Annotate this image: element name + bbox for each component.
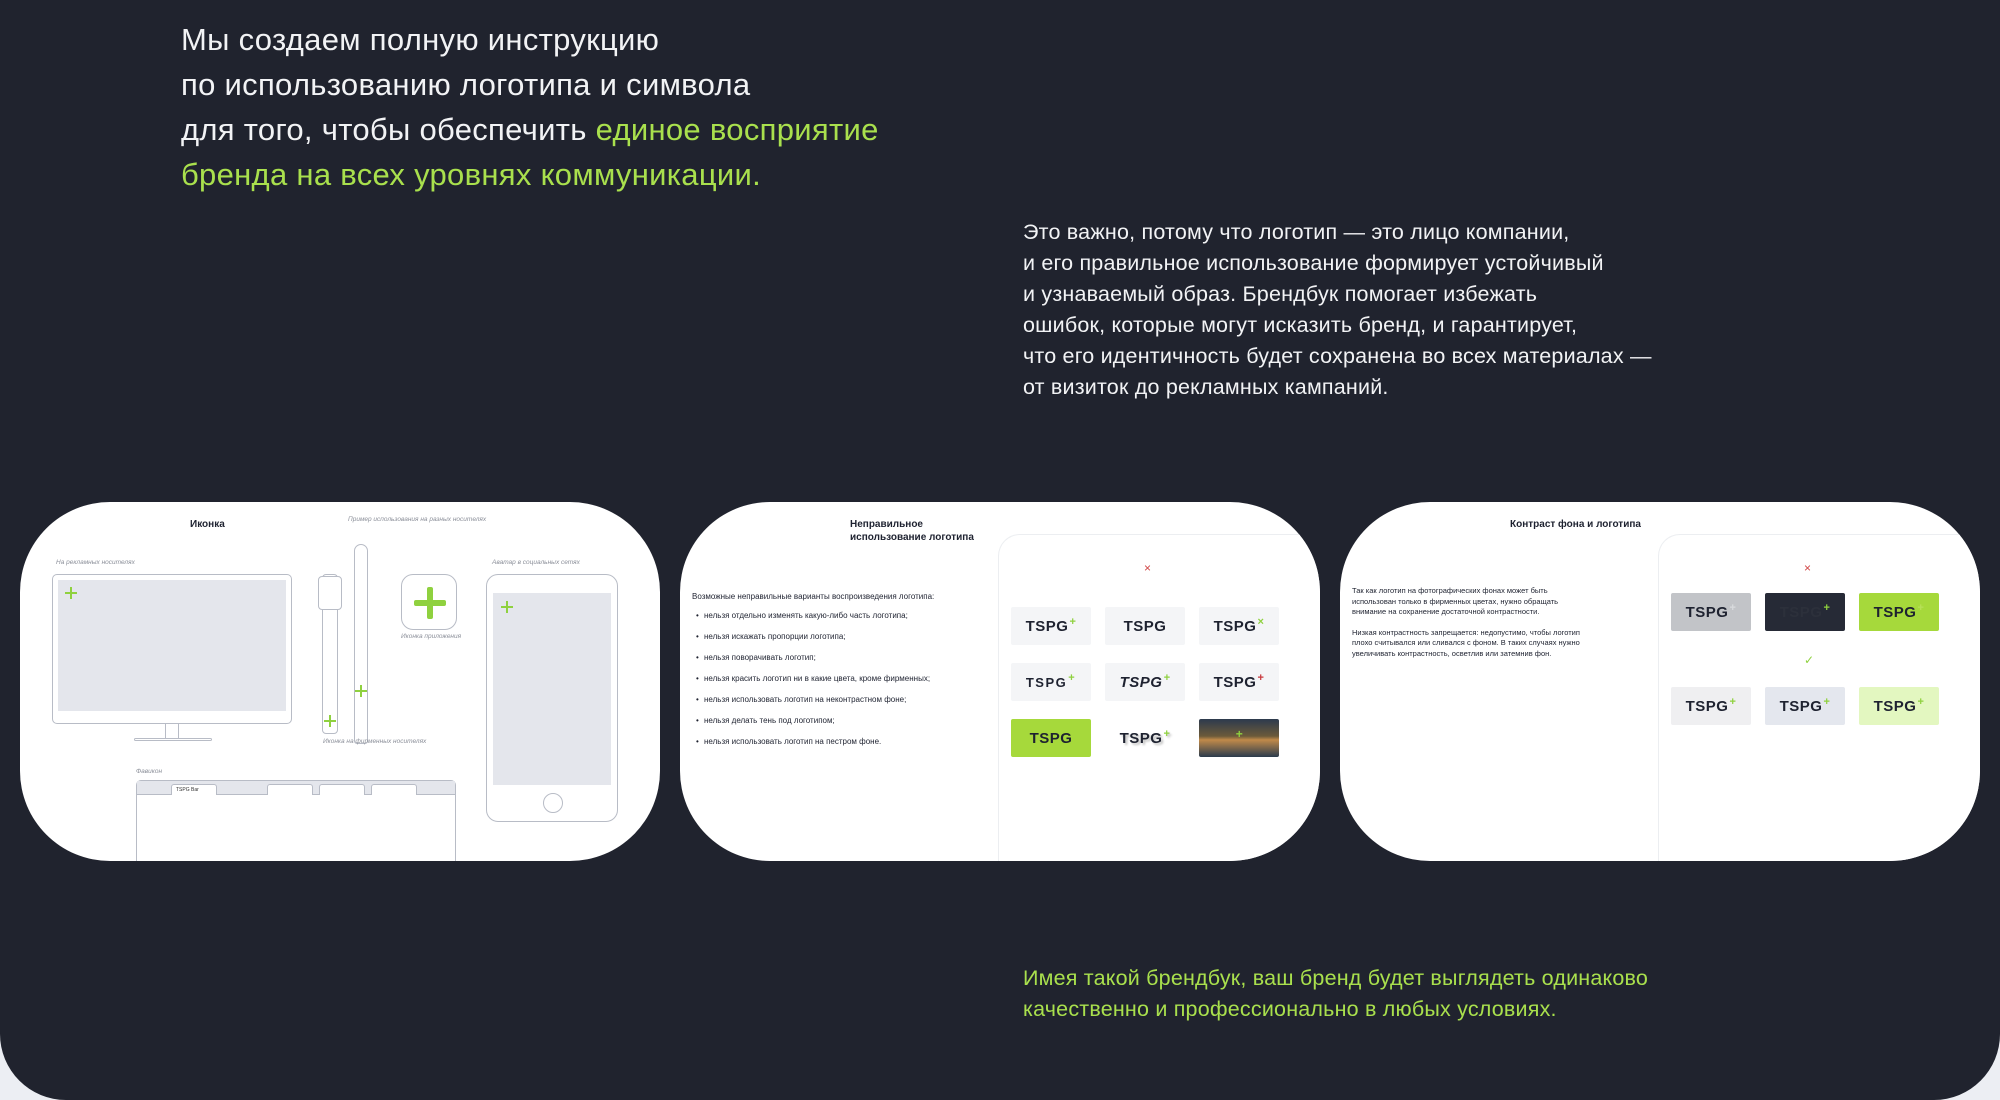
plus-icon [65,587,77,599]
rules-lead: Возможные неправильные варианты воспроизведения логотипа: [692,592,935,601]
logo-plus-icon: + [1235,727,1244,741]
monitor-base [134,738,212,741]
logo-text: TSPG [1685,603,1729,621]
plus-icon [324,715,336,727]
monitor-stand [165,724,179,738]
intro-accent-1: единое восприятие [595,112,879,147]
ad-caption: На рекламных носителях [56,559,135,566]
browser-tab-label: TSPG Bar [176,787,199,793]
logo-plus-icon: + [1163,672,1171,684]
logo-example [1105,663,1185,701]
phone-mockup [486,574,618,822]
browser-tab-empty [267,784,313,795]
logo-example [1011,719,1091,757]
logo-example [1765,593,1845,631]
logo-plus-icon: + [1729,696,1737,708]
plus-icon [414,587,446,619]
logo-plus-icon: + [1069,616,1077,628]
card-contrast [1340,502,1980,861]
logo-plus-icon: + [1917,602,1925,614]
rule-item: • нельзя красить логотип ни в какие цвета, кроме фирменных; [692,668,992,689]
logo-example [1011,607,1091,645]
rule-item: • нельзя поворачивать логотип; [692,647,992,668]
browser-tab-empty [371,784,417,795]
logo-text: TSPG [1119,673,1163,691]
logo-text: TSPG [1779,603,1823,621]
favicon-caption: Фавикон [136,768,163,775]
card-wrong-title: Неправильное использование логотипа [850,519,974,543]
browser-tab [171,784,217,795]
intro-line-3 [181,107,981,152]
monitor-mockup [52,574,292,724]
logo-example [1859,593,1939,631]
logo-example [1199,607,1279,645]
outro-paragraph [1023,963,1743,1025]
logo-plus-icon: + [1823,696,1831,708]
contrast-note [1352,586,1582,669]
intro-text [181,17,981,197]
pen-mockup [354,544,368,744]
rule-item: • нельзя использовать логотип на пестром фоне. [692,731,992,752]
phone-home-button [543,793,563,813]
logo-text: TSPG [1025,617,1069,635]
wrong-mark: × [1144,561,1152,575]
why-line: ошибок, которые могут исказить бренд, и гарантирует, [1023,313,1578,337]
logo-plus-icon: + [1257,672,1265,684]
logo-text: TSPG [1025,674,1068,690]
logo-text: TSPG [1873,603,1917,621]
logo-example [1671,687,1751,725]
card-contrast-title: Контраст фона и логотипа [1510,519,1641,530]
logo-text: TSPG [1213,673,1257,691]
wrong-examples-panel [998,534,1320,861]
card-icon-title: Иконка [190,519,225,530]
app-icon-mockup [401,574,457,630]
plus-icon [355,685,367,697]
logo-plus-icon: + [1068,672,1077,684]
rule-item: • нельзя делать тень под логотипом; [692,710,992,731]
logo-text: TSPG [1685,697,1729,715]
intro-line-2: по использованию логотипа и символа [181,67,751,102]
intro-line-3-text: для того, чтобы обеспечить [181,112,596,147]
strap-buckle [318,576,342,610]
logo-example [1765,687,1845,725]
browser-tab-empty [319,784,365,795]
logo-plus-icon: + [1729,602,1737,614]
logo-example [1105,719,1185,757]
why-line: и его правильное использование формирует устойчивый [1023,251,1604,275]
intro-line-1: Мы создаем полную инструкцию [181,22,660,57]
phone-screen [493,593,611,785]
logo-plus-icon: + [1917,696,1925,708]
logo-example [1105,607,1185,645]
plus-icon [501,601,513,613]
why-line: что его идентичность будет сохранена во всех материалах — [1023,344,1652,368]
why-paragraph [1023,217,1743,403]
logo-example [1199,663,1279,701]
logo-example-photo [1199,719,1279,757]
logo-text: TSPG [1123,617,1167,635]
rule-item: • нельзя использовать логотип на неконтрастном фоне; [692,689,992,710]
why-line: от визиток до рекламных кампаний. [1023,375,1389,399]
rule-item: • нельзя отдельно изменять какую-либо часть логотипа; [692,605,992,626]
logo-example [1011,663,1091,701]
logo-text: TSPG [1119,729,1163,747]
social-caption: Аватар в социальных сетях [492,559,580,566]
wrong-mark: × [1804,561,1812,575]
why-line: Это важно, потому что логотип — это лицо компании, [1023,220,1570,244]
browser-tab-bar [137,781,455,795]
card-icon-subtitle: Пример использования на разных носителях [348,516,487,523]
intro-accent-2: бренда на всех уровнях коммуникации. [181,157,762,192]
card-icon-usage [20,502,660,861]
logo-text: TSPG [1779,697,1823,715]
logo-plus-icon: + [1163,728,1171,740]
logo-example [1859,687,1939,725]
rules-list [692,605,992,752]
outro-line-2: качественно и профессионально в любых условиях. [1023,997,1557,1021]
browser-mockup [136,780,456,861]
outro-line-1: Имея такой брендбук, ваш бренд будет выглядеть одинаково [1023,966,1649,990]
rule-item: • нельзя искажать пропорции логотипа; [692,626,992,647]
contrast-examples-panel [1658,534,1980,861]
logo-text: TSPG [1029,729,1073,747]
contrast-note-p2: Низкая контрастность запрещается: недопустимо, чтобы логотип плохо считывался или сливался с фоном. В таких случаях нужно увеличивать контрастность, осветлив или затемнив фон. [1352,627,1580,658]
right-mark: ✓ [1804,653,1815,667]
app-caption: Иконка приложения [401,633,462,640]
logo-text: TSPG [1213,617,1257,635]
why-line: и узнаваемый образ. Брендбук помогает избежать [1023,282,1538,306]
logo-example [1671,593,1751,631]
wrong-usage-rules [692,586,992,752]
monitor-screen [58,580,286,711]
card-wrong-usage [680,502,1320,861]
logo-text: TSPG [1873,697,1917,715]
branded-caption: Иконка на фирменных носителях [323,738,427,745]
logo-plus-icon: + [1823,602,1831,614]
logo-x-icon: × [1257,616,1265,628]
contrast-note-p1: Так как логотип на фотографических фонах может быть использован только в фирменных цветах, нужно обращать внимание на сохранение достаточной контрастности. [1352,586,1559,616]
